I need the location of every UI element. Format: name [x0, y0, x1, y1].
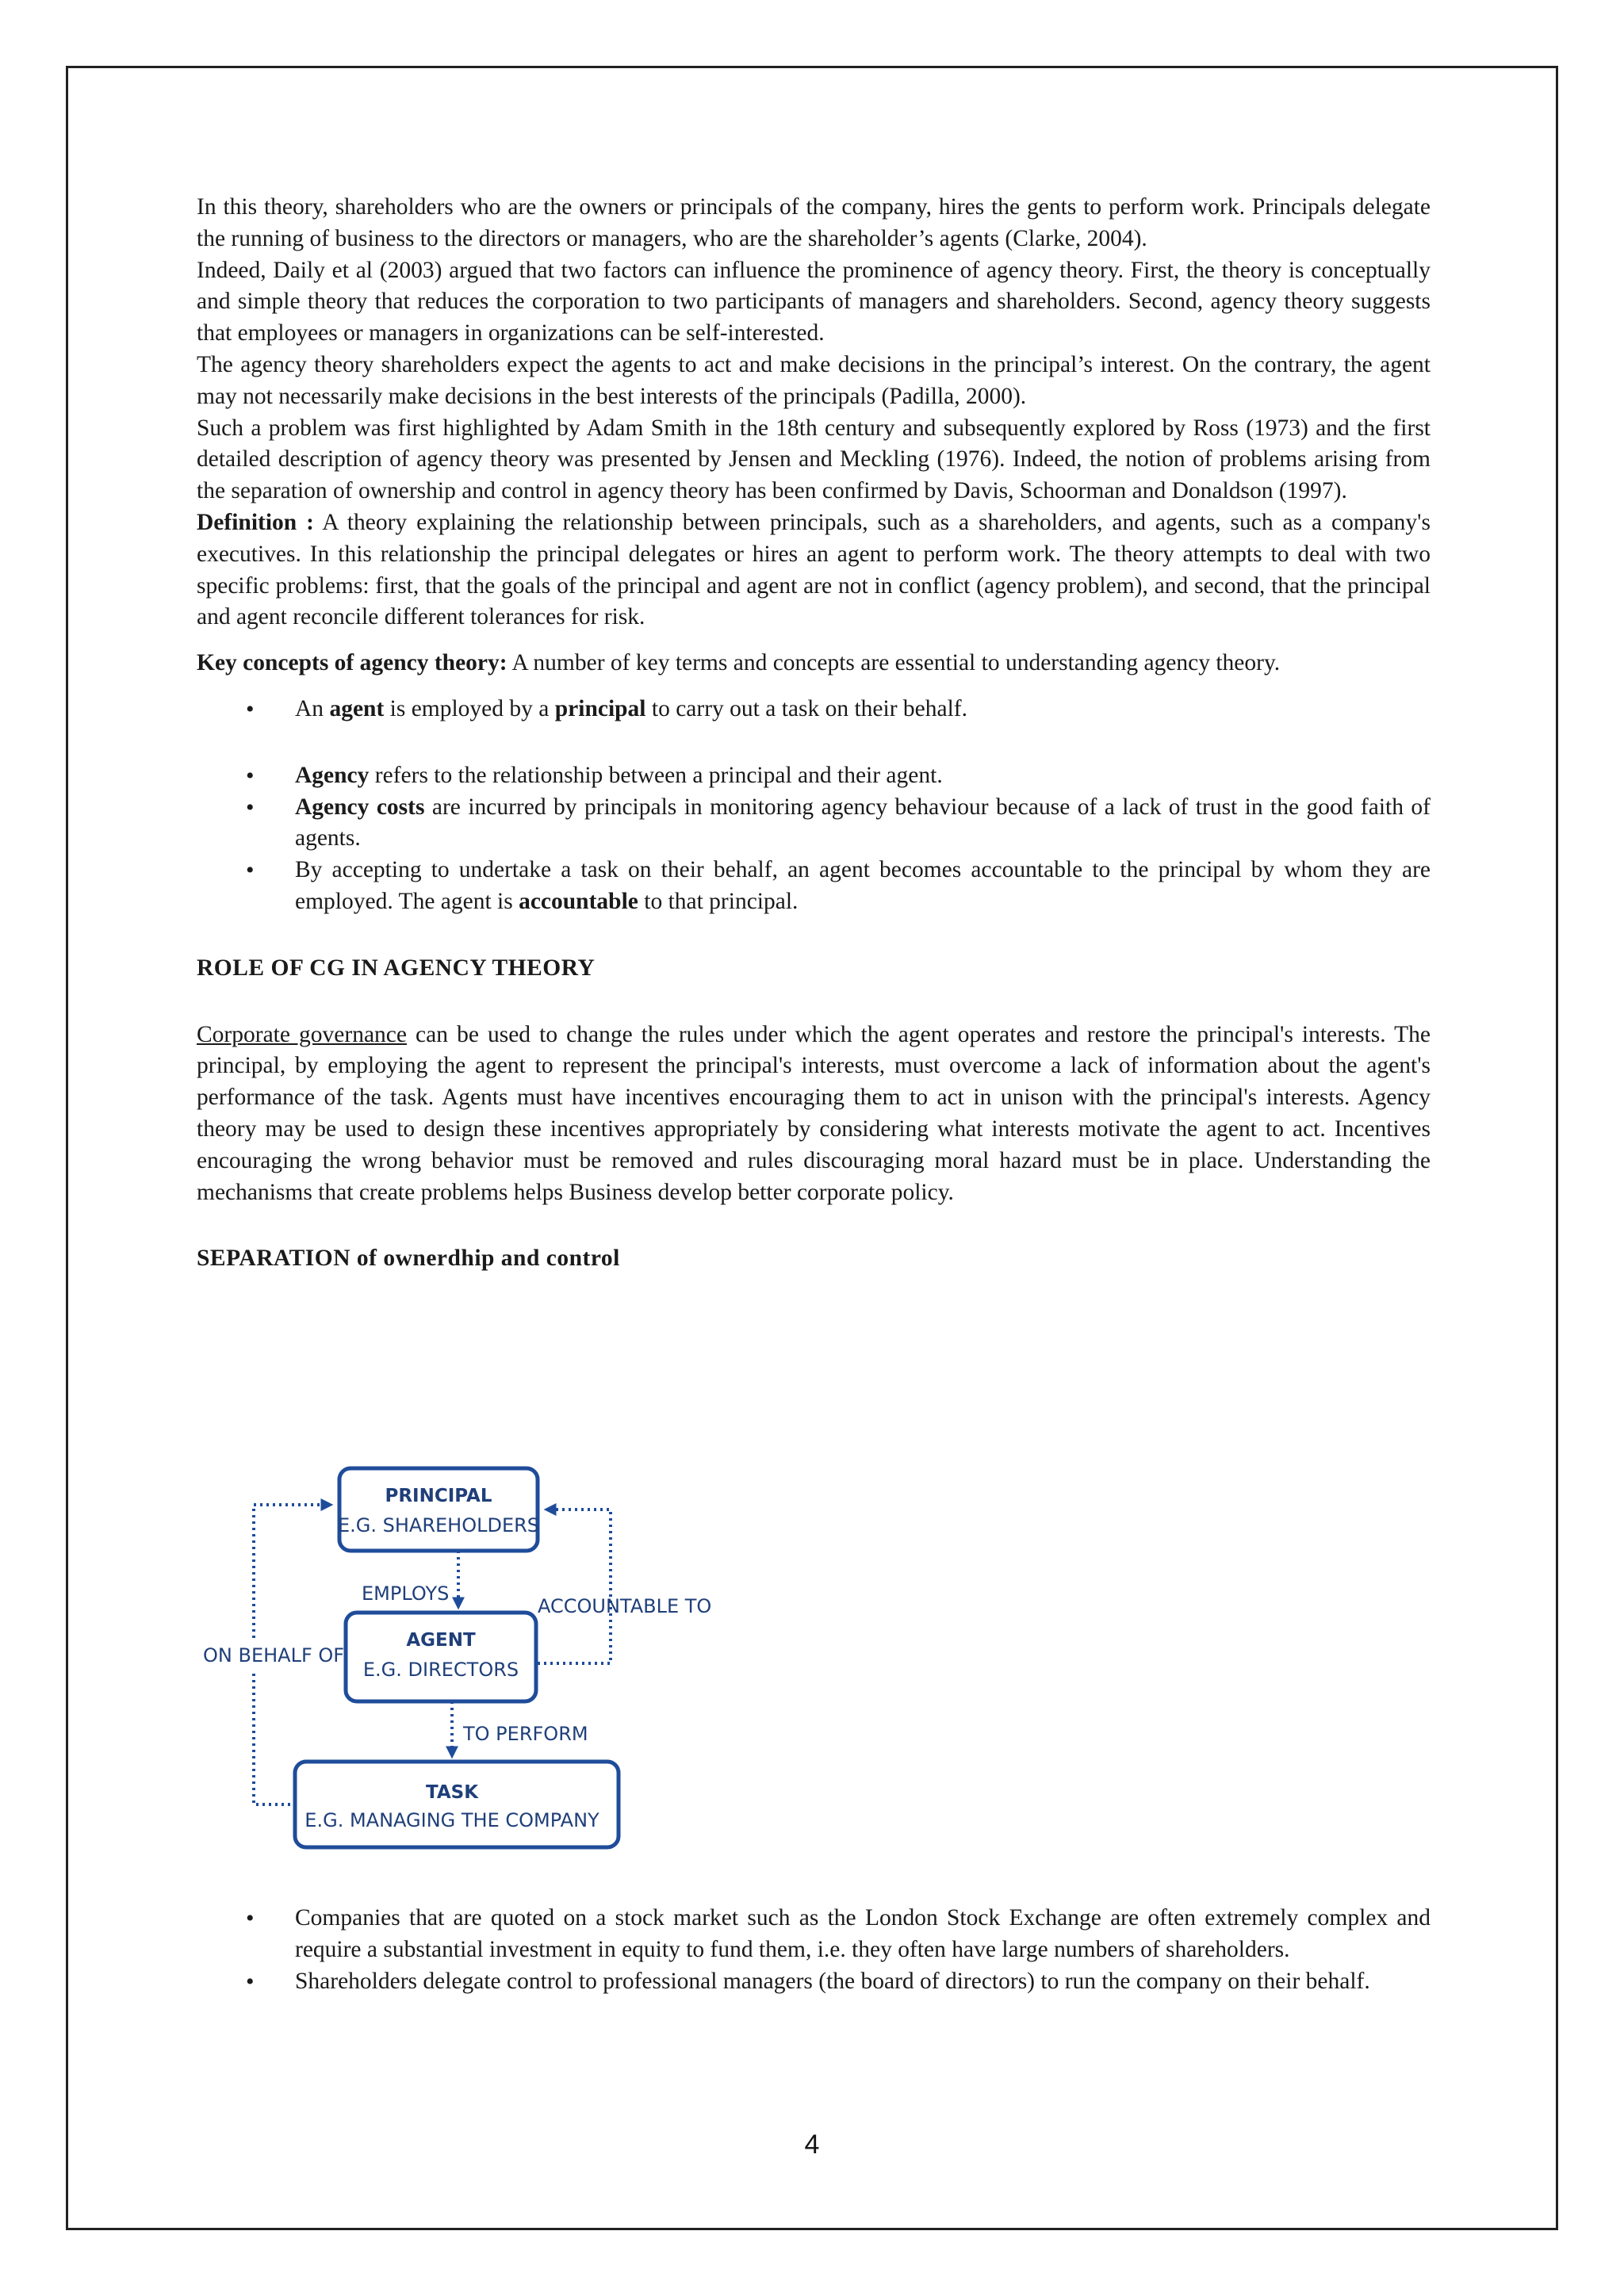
definition-text: A theory explaining the relationship between principals, such as a shareholders, and agents, such as a company's executives. In this relationship the principal delegates or hires an agent to perform work. The theory attempts to deal with two specific problems: first, that the goals of the principal and agent are not in conflict (agency problem), and second, that the principal and agent reconcile different tolerances for risk. [197, 509, 1431, 630]
paragraph-history: Such a problem was first highlighted by Adam Smith in the 18th century and subsequently explored by Ross (1973) and the first detailed description of agency theory was presented by Jensen and Meckling (1976). Indeed, the notion of problems arising from the separation of ownership and control in agency theory has been confirmed by Davis, Schoorman and Donaldson (1997). [197, 415, 1431, 504]
on-behalf-label: ON BEHALF OF [203, 1644, 345, 1667]
task-subtitle: E.G. MANAGING THE COMPANY [304, 1809, 599, 1831]
accountable-label: ACCOUNTABLE TO [538, 1595, 712, 1617]
agent-box [346, 1613, 536, 1701]
paragraph-role: Corporate governance can be used to change the rules under which the agent operates and restore the principal's interests. The principal, by employing the agent to represent the principal's interests, must overcome a lack of information about the agent's performance of the task. Agents must have incentives encouraging them to act in unison with the principal's interests. Agency theory may be used to design these incentives appropriately by considering what interests motivate the agent to act. Incentives encouraging the wrong behavior must be removed and rules discouraging moral hazard must be in place. Understanding the mechanisms that create problems helps Business develop better corporate policy. [197, 1021, 1431, 1205]
paragraph-key-concepts [197, 648, 1431, 679]
paragraph-daily: Indeed, Daily et al (2003) argued that two factors can influence the prominence of agency theory. First, the theory is conceptually and simple theory that reduces the corporation to two participants of managers and shareholders. Second, agency theory suggests that employees or managers in organizations can be self-interested. [197, 257, 1431, 346]
principal-subtitle: E.G. SHAREHOLDERS [337, 1514, 540, 1536]
paragraph-definition [197, 507, 1431, 633]
employs-label: EMPLOYS [362, 1582, 450, 1605]
list-item: • An agent is employed by a principal to carry out a task on their behalf. [197, 694, 1431, 725]
document-body-lower [197, 1903, 1431, 1997]
key-concepts-list [197, 694, 1431, 725]
definition-label: Definition : [197, 509, 314, 535]
key-concepts-text: A number of key terms and concepts are essential to understanding agency theory. [507, 650, 1281, 676]
task-title: TASK [425, 1782, 479, 1803]
to-perform-label: TO PERFORM [463, 1723, 588, 1745]
document-body [197, 192, 1431, 1275]
page-number: 4 [804, 2130, 820, 2160]
agency-diagram [197, 1465, 720, 1854]
paragraph-intro: In this theory, shareholders who are the owners or principals of the company, hires the gents to perform work. Principals delegate the running of business to the directors or managers, who are the shareholder’s agents (Clarke, 2004). [197, 194, 1431, 251]
list-item: • Agency refers to the relationship between a principal and their agent. [197, 760, 1431, 792]
key-concepts-list-continued [197, 760, 1431, 918]
accountable-arrow [538, 1510, 611, 1663]
principal-box [339, 1468, 538, 1551]
principal-title: PRINCIPAL [385, 1486, 492, 1506]
task-box [295, 1762, 619, 1847]
list-item: • Companies that are quoted on a stock market such as the London Stock Exchange are often extremely complex and require a substantial investment in equity to fund them, i.e. they often have large numbers of shareholders. [197, 1903, 1431, 1966]
agent-title: AGENT [406, 1630, 476, 1651]
separation-list [197, 1903, 1431, 1997]
agent-subtitle: E.G. DIRECTORS [362, 1659, 519, 1681]
section-heading-separation: SEPARATION of ownerdhip and control [197, 1246, 620, 1272]
section-heading-role: ROLE OF CG IN AGENCY THEORY [197, 955, 596, 981]
list-item: • By accepting to undertake a task on their behalf, an agent becomes accountable to the principal by whom they are employed. The agent is accountable to that principal. [197, 855, 1431, 918]
list-item: • Agency costs are incurred by principals in monitoring agency behaviour because of a lack of trust in the good faith of agents. [197, 792, 1431, 855]
key-concepts-label: Key concepts of agency theory: [197, 650, 508, 676]
paragraph-expectation: The agency theory shareholders expect the agents to act and make decisions in the principal’s interest. On the contrary, the agent may not necessarily make decisions in the best interests of the principals (Padilla, 2000). [197, 351, 1431, 409]
list-item: • Shareholders delegate control to professional managers (the board of directors) to run the company on their behalf. [197, 1966, 1431, 1998]
corporate-governance-link[interactable]: Corporate governance [197, 1021, 407, 1047]
